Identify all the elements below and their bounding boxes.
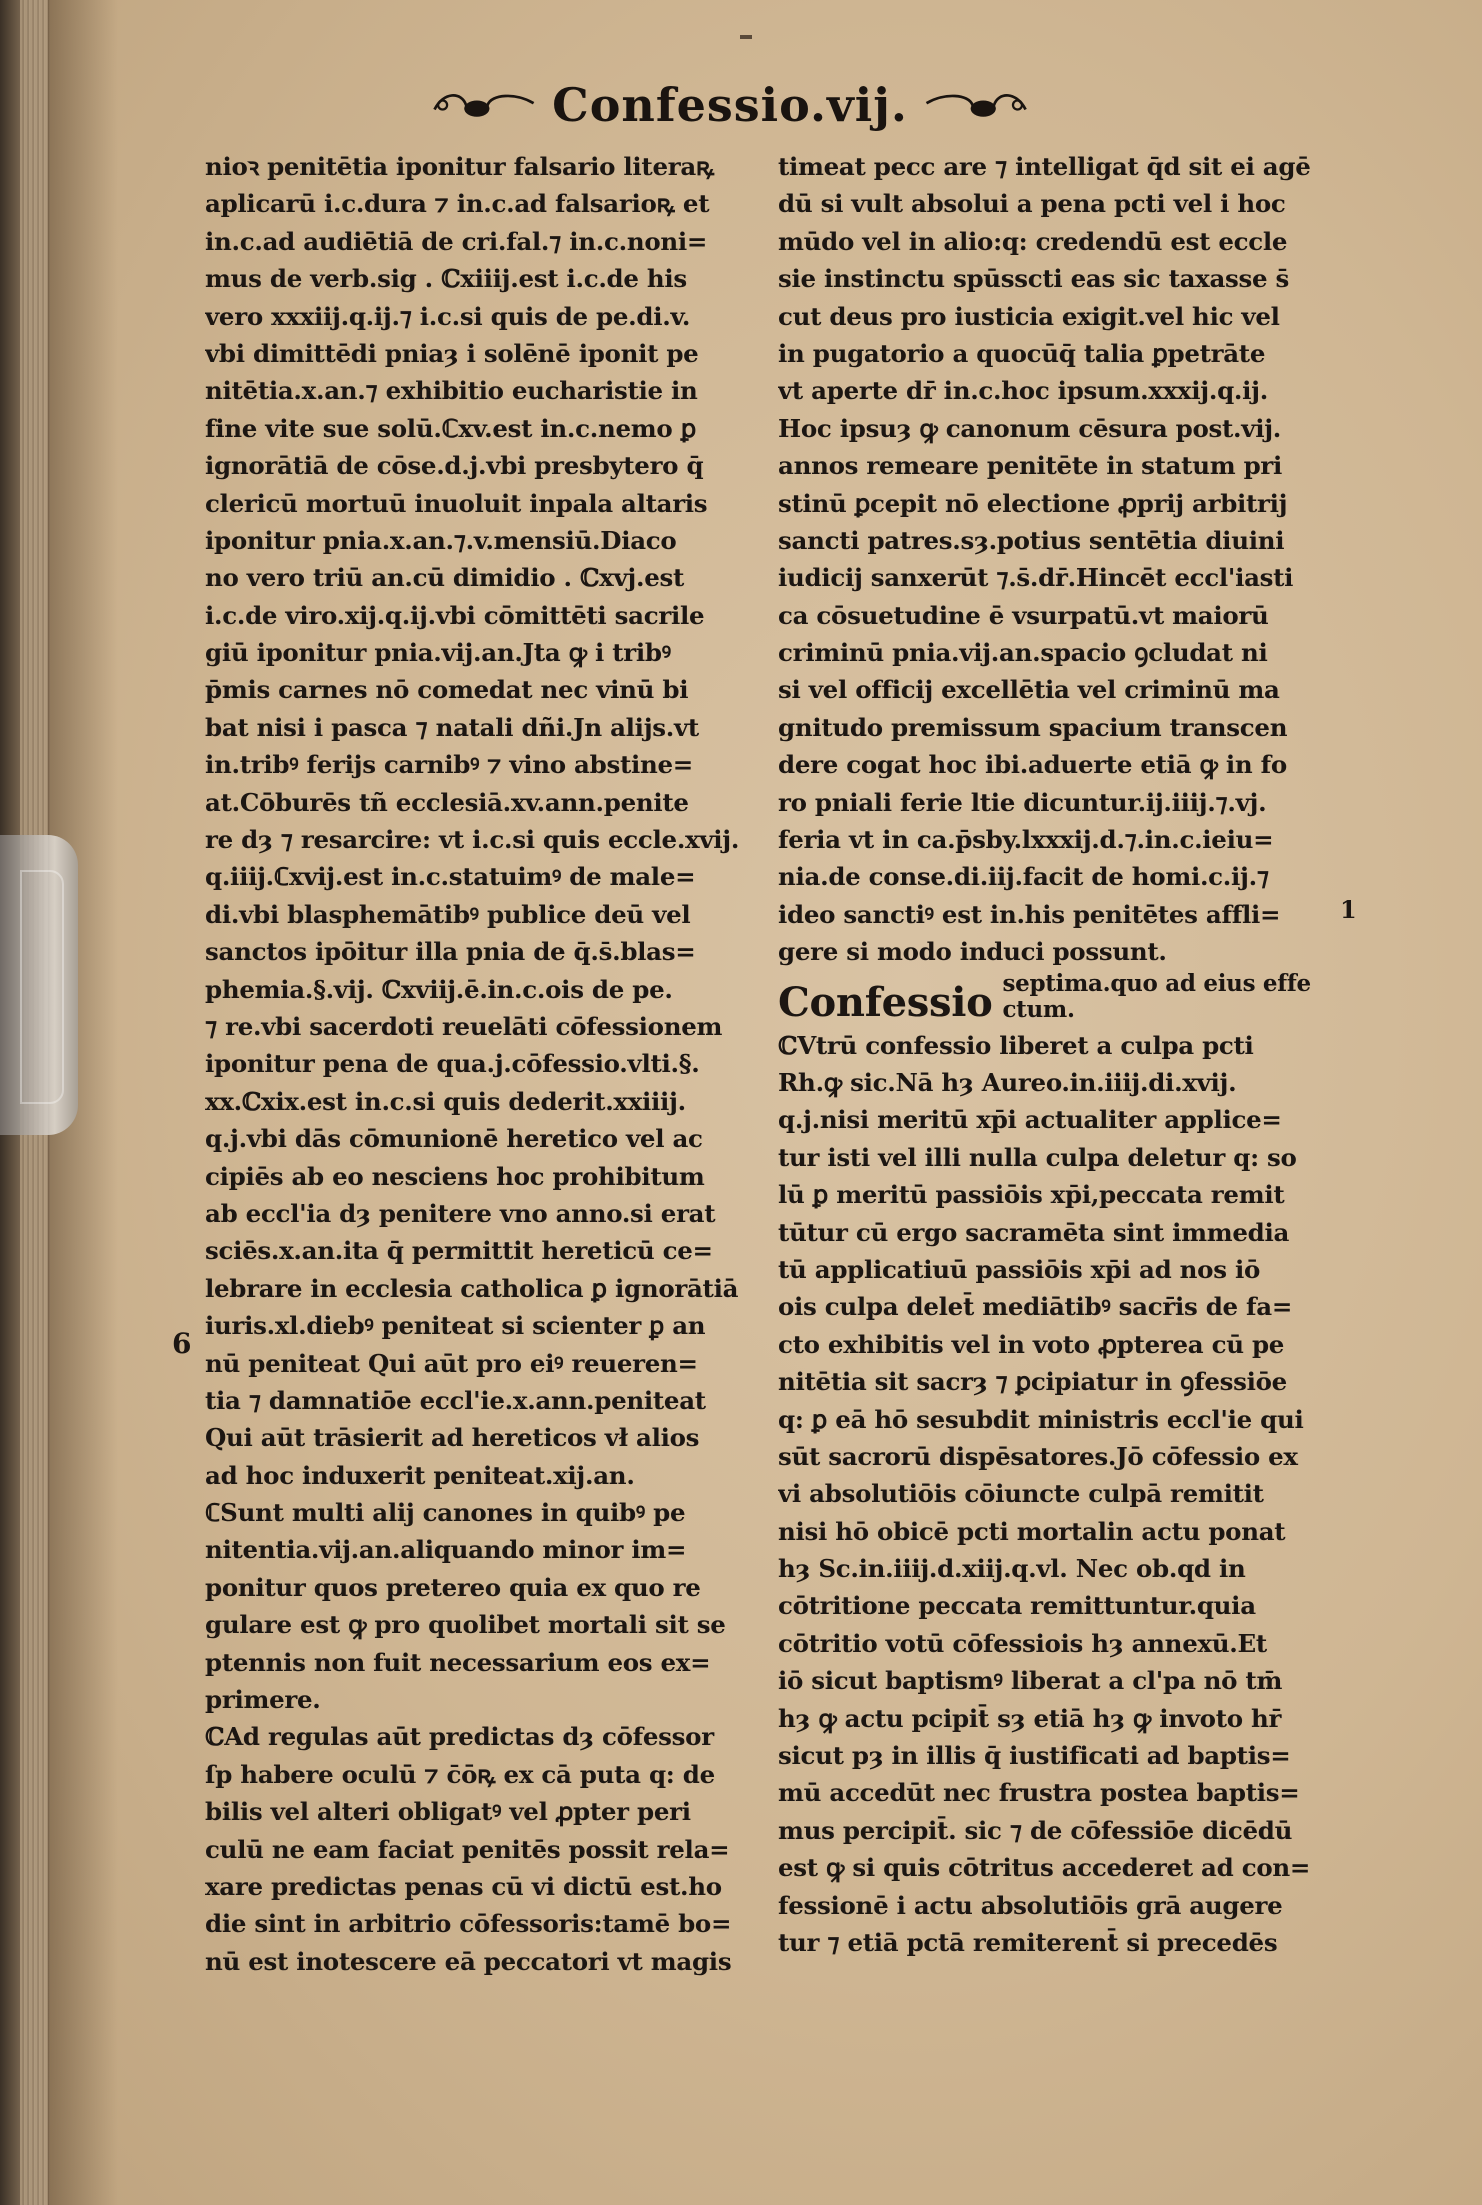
text-line: ideo sanctiꝰ est in.his penitētes affli= <box>778 899 1281 929</box>
right-text-column <box>778 148 1348 1961</box>
text-line: cut deus pro iusticia exigit.vel hic vel <box>778 301 1280 331</box>
left-text-column <box>205 148 770 1980</box>
text-line: iponitur pena de qua.j.cōfessio.vlti.§. <box>205 1049 700 1079</box>
text-line: iō sicut baptismꝰ liberat a cl'pa nō tm̄ <box>778 1666 1283 1696</box>
flourish-ornament-icon <box>430 85 538 125</box>
text-line: ptennis non fuit necessarium eos ex= <box>205 1647 711 1677</box>
text-line: timeat pecc are ⁊ intelligat q̄d sit ei agē <box>778 152 1311 181</box>
text-line: nisi hō obicē pcti mortalin actu ponat <box>778 1516 1286 1546</box>
text-line: giū iponitur pnia.vij.an.Jta ꝙ i tribꝰ <box>205 638 671 668</box>
text-line: tū applicatiuū passiōis xp̄i ad nos iō <box>778 1254 1260 1284</box>
text-line: nioꝛ penitētia iponitur falsario literaꝶ <box>205 152 715 181</box>
text-line: gulare est ꝙ pro quolibet mortali sit se <box>205 1610 726 1640</box>
text-line: Hoc ipsuȝ ꝙ canonum cēsura post.vij. <box>778 413 1282 443</box>
text-line: fine vite sue solū.ℂxv.est in.c.nemo ꝑ <box>205 413 696 443</box>
margin-number: 1 <box>1340 895 1357 924</box>
text-line: nitētia.x.an.⁊ exhibitio eucharistie in <box>205 376 698 406</box>
running-header <box>430 70 1030 140</box>
text-line: no vero triū an.cū dimidio . ℂxvj.est <box>205 563 685 593</box>
text-line: hȝ ꝙ actu pcipit̄ sȝ etiā hȝ ꝙ invoto hr̄ <box>778 1703 1282 1733</box>
text-line: in.tribꝰ ferijs carnibꝰ ⁊ vino abstine= <box>205 750 693 780</box>
text-line: iudicij sanxerūt ⁊.s̄.dr̄.Hincēt eccl'iasti <box>778 563 1294 593</box>
text-line: lū ꝑ meritū passiōis xp̄i,peccata remit <box>778 1180 1285 1210</box>
text-line: iuris.xl.diebꝰ peniteat si scienter ꝑ an <box>205 1311 706 1341</box>
text-line: xx.ℂxix.est in.c.si quis dederit.xxiiij. <box>205 1086 686 1116</box>
text-line: annos remeare penitēte in statum pri <box>778 451 1283 481</box>
text-line: fessionē i actu absolutiōis grā augere <box>778 1890 1283 1920</box>
text-line: q.j.vbi dās cōmunionē heretico vel ac <box>205 1124 703 1154</box>
text-line: dū si vult absolui a pena pcti vel i hoc <box>778 189 1286 219</box>
text-line: di.vbi blasphemātibꝰ publice deū vel <box>205 899 691 929</box>
text-line: sciēs.x.an.ita q̄ permittit hereticū ce= <box>205 1236 713 1266</box>
text-line: Rh.ꝙ sic.Nā hȝ Aureo.in.iiij.di.xvij. <box>778 1067 1237 1097</box>
text-line: ℂAd regulas aūt predictas dȝ cōfessor <box>205 1722 714 1752</box>
text-line: xare predictas penas cū vi dictū est.ho <box>205 1871 722 1901</box>
text-line: ℂVtrū confessio liberet a culpa pcti <box>778 1030 1254 1060</box>
text-line: vero xxxiij.q.ij.⁊ i.c.si quis de pe.di.v. <box>205 301 691 331</box>
text-line: mū accedūt nec frustra postea baptis= <box>778 1778 1300 1808</box>
text-line: ad hoc induxerit peniteat.xij.an. <box>205 1460 635 1490</box>
text-line: sicut pȝ in illis q̄ iustificati ad baptis= <box>778 1741 1291 1771</box>
text-line: at.Cōburēs tñ ecclesiā.xv.ann.penite <box>205 787 689 817</box>
section-heading-subtitle-line: septima.quo ad eius effe <box>1002 969 1311 997</box>
text-line: culū ne eam faciat penitēs possit rela= <box>205 1834 730 1864</box>
text-line: tia ⁊ damnatiōe eccl'ie.x.ann.peniteat <box>205 1385 706 1415</box>
section-heading-subtitle <box>1002 971 1310 1027</box>
text-line: est ꝙ si quis cōtritus accederet ad con= <box>778 1853 1311 1883</box>
text-line: ponitur quos pretereo quia ex quo re <box>205 1572 701 1602</box>
text-line: tur ⁊ etiā pctā remiterent̄ si precedēs <box>778 1927 1278 1957</box>
text-line: tūtur cū ergo sacramēta sint immedia <box>778 1217 1290 1247</box>
text-line: bilis vel alteri obligatꝰ vel ꝓpter peri <box>205 1797 691 1827</box>
text-line: ca cōsuetudine ē vsurpatū.vt maiorū <box>778 600 1269 630</box>
text-line: Qui aūt trāsierit ad hereticos vł alios <box>205 1423 700 1453</box>
text-line: feria vt in ca.p̄sby.lxxxij.d.⁊.in.c.ieiu= <box>778 825 1274 855</box>
text-line: gere si modo induci possunt. <box>778 937 1167 967</box>
text-line: dere cogat hoc ibi.aduerte etiā ꝙ in fo <box>778 750 1287 780</box>
text-line: i.c.de viro.xij.q.ij.vbi cōmittēti sacrile <box>205 600 705 630</box>
text-line: vbi dimittēdi pniaȝ i solēnē iponit pe <box>205 338 699 368</box>
text-line: ab eccl'ia dȝ penitere vno anno.si erat <box>205 1198 716 1228</box>
text-line: lebrare in ecclesia catholica ꝑ ignorātiā <box>205 1273 739 1303</box>
page-header-title: Confessio.vij. <box>552 78 908 132</box>
text-line: stinū ꝑcepit nō electione ꝓprij arbitrij <box>778 488 1288 518</box>
text-line: sie instinctu spūsscti eas sic taxasse s̄ <box>778 264 1290 294</box>
text-line: cto exhibitis vel in voto ꝓpterea cū pe <box>778 1329 1285 1359</box>
text-line: nū est inotescere eā peccatori vt magis <box>205 1946 732 1976</box>
text-line: sancti patres.sȝ.potius sentētia diuini <box>778 525 1285 555</box>
text-line: ois culpa delet̄ mediātibꝰ sacr̄is de fa= <box>778 1292 1293 1322</box>
text-line: q.iiij.ℂxvij.est in.c.statuimꝰ de male= <box>205 862 696 892</box>
text-line: mus de verb.sig . ℂxiiij.est i.c.de his <box>205 264 687 294</box>
text-line: mus percipit̄. sic ⁊ de cōfessiōe dicēdū <box>778 1815 1293 1845</box>
text-line: ro pniali ferie ltie dicuntur.ij.iiij.⁊.vj. <box>778 787 1267 817</box>
text-line: nū peniteat Qui aūt pro eiꝰ reueren= <box>205 1348 698 1378</box>
text-line: gnitudo premissum spacium transcen <box>778 712 1288 742</box>
text-line: clericū mortuū inuoluit inpala altaris <box>205 488 708 518</box>
text-line: sūt sacrorū dispēsatores.Jō cōfessio ex <box>778 1441 1298 1471</box>
text-line: criminū pnia.vij.an.spacio ꝯcludat ni <box>778 638 1268 668</box>
text-line: ⁊ re.vbi sacerdoti reuelāti cōfessionem <box>205 1011 723 1041</box>
text-line: phemia.§.vij. ℂxviij.ē.in.c.ois de pe. <box>205 974 673 1004</box>
text-line: ignorātiā de cōse.d.j.vbi presbytero q̄ <box>205 451 704 481</box>
book-clip-slot <box>20 870 64 1104</box>
text-line: vi absolutiōis cōiuncte culpā remitit <box>778 1479 1264 1509</box>
text-line: q.j.nisi meritū xp̄i actualiter applice= <box>778 1105 1282 1135</box>
text-line: vt aperte dr̄ in.c.hoc ipsum.xxxij.q.ij. <box>778 376 1268 406</box>
section-heading-title: Confessio <box>778 978 993 1026</box>
top-ink-mark <box>740 35 752 39</box>
text-line: bat nisi i pasca ⁊ natali dñi.Jn alijs.vt <box>205 712 699 742</box>
text-line: nitentia.vij.an.aliquando minor im= <box>205 1535 687 1565</box>
text-line: nia.de conse.di.iij.facit de homi.c.ij.⁊ <box>778 862 1269 892</box>
text-line: ſp habere oculū ⁊ c̄ōꝶ ex cā puta q: de <box>205 1759 715 1789</box>
text-line: mūdo vel in alio:q: credendū est eccle <box>778 226 1288 256</box>
text-line: in.c.ad audiētiā de cri.fal.⁊ in.c.noni= <box>205 226 708 256</box>
text-line: hȝ Sc.in.iiij.d.xiij.q.vl. Nec ob.qd in <box>778 1554 1246 1584</box>
text-line: re dȝ ⁊ resarcire: vt i.c.si quis eccle.xvij. <box>205 825 740 855</box>
text-line: in pugatorio a quocūq̄ talia ꝑpetrāte <box>778 338 1266 368</box>
text-line: p̄mis carnes nō comedat nec vinū bi <box>205 675 689 705</box>
text-line: cōtritione peccata remittuntur.quia <box>778 1591 1256 1621</box>
text-line: cōtritio votū cōfessiois hȝ annexū.Et <box>778 1628 1267 1658</box>
text-line: die sint in arbitrio cōfessoris:tamē bo= <box>205 1909 732 1939</box>
text-line: si vel officij excellētia vel criminū ma <box>778 675 1280 705</box>
text-line: tur isti vel illi nulla culpa deletur q: so <box>778 1142 1297 1172</box>
section-heading-subtitle-line: ctum. <box>1002 995 1075 1023</box>
text-line: sanctos ipōitur illa pnia de q̄.s̄.blas= <box>205 937 696 967</box>
text-line: cipiēs ab eo nesciens hoc prohibitum <box>205 1161 705 1191</box>
flourish-ornament-icon <box>922 85 1030 125</box>
margin-number: 6 <box>172 1327 192 1360</box>
text-line: primere. <box>205 1685 321 1715</box>
text-line: ℂSunt multi alij canones in quibꝰ pe <box>205 1498 686 1528</box>
section-heading <box>778 971 1348 1027</box>
text-line: q: ꝑ eā hō sesubdit ministris eccl'ie qui <box>778 1404 1304 1434</box>
text-line: aplicarū i.c.dura ⁊ in.c.ad falsarioꝶ et <box>205 189 710 219</box>
text-line: nitētia sit sacrȝ ⁊ ꝑcipiatur in ꝯfessiōe <box>778 1367 1287 1397</box>
text-line: iponitur pnia.x.an.⁊.v.mensiū.Diaco <box>205 525 677 555</box>
